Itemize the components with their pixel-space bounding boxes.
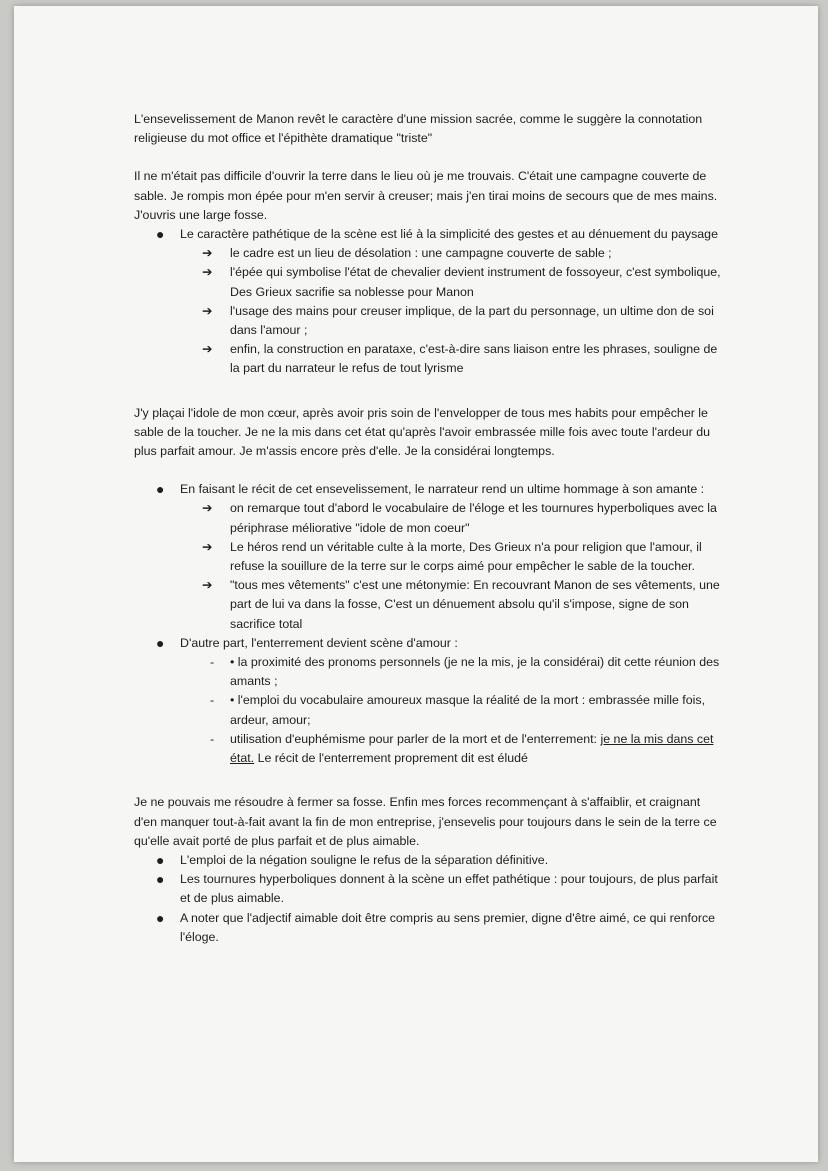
arrow-item xyxy=(134,499,724,537)
arrow-text: "tous mes vêtements" c'est une métonymie: En recouvrant Manon de ses vêtements, une part de lui va dans la fosse, C'est un dénuement absolu qu'il s'impose, signe de son sacrifice total xyxy=(230,578,720,631)
bullet-icon: ● xyxy=(156,634,165,651)
arrow-icon: ➔ xyxy=(202,342,213,357)
bullet-icon: ● xyxy=(156,871,165,888)
bullet-item xyxy=(134,480,724,499)
intro-paragraph: L'ensevelissement de Manon revêt le caractère d'une mission sacrée, comme le suggère la connotation religieuse du mot office et l'épithète dramatique "triste" xyxy=(134,112,703,146)
underlined-quote: je ne la mis dans cet état. xyxy=(230,731,714,766)
arrow-item xyxy=(134,576,724,634)
arrow-text: l'épée qui symbolise l'état de chevalier devient instrument de fossoyeur, c'est symbolique, Des Grieux sacrifie sa noblesse pour Manon xyxy=(230,265,721,299)
arrow-icon: ➔ xyxy=(202,246,213,261)
arrow-icon: ➔ xyxy=(202,578,213,593)
quote-paragraph-1: Il ne m'était pas difficile d'ouvrir la terre dans le lieu où je me trouvais. C'était une campagne couverte de sable. Je rompis mon épée pour m'en servir à creuser; mais j'en tirai moins de secours que de mes mains. J'ouvris une large fosse. xyxy=(134,169,718,222)
arrow-icon: ➔ xyxy=(202,303,213,318)
arrow-icon: ➔ xyxy=(202,265,213,280)
arrow-text: Le héros rend un véritable culte à la morte, Des Grieux n'a pour religion que l'amour, il refuse la souillure de la terre sur le corps aimé pour empêcher le sable de la toucher. xyxy=(230,539,702,574)
arrow-item xyxy=(134,263,724,301)
dash-item xyxy=(134,691,724,729)
dash-text-after: Le récit de l'enterrement proprement dit est éludé xyxy=(257,751,528,766)
bullet-item xyxy=(134,851,724,870)
quote-paragraph-2: J'y plaçai l'idole de mon cœur, après avoir pris soin de l'envelopper de tous mes habits pour empêcher le sable de la toucher. Je ne la mis dans cet état qu'après l'avoir embrassée mille fois avec toute l'ardeur du plus parfait amour. Je m'assis encore près d'elle. Je la considérai longtemps. xyxy=(134,405,711,459)
bullet-item xyxy=(134,225,724,244)
bullet-item xyxy=(134,909,724,947)
arrow-item xyxy=(134,244,724,263)
bullet-text: L'emploi de la négation souligne le refus de la séparation définitive. xyxy=(180,852,549,867)
document-page xyxy=(14,6,818,1162)
bullet-icon: ● xyxy=(156,909,165,926)
dash-icon: - xyxy=(210,693,215,708)
dash-item xyxy=(134,730,724,768)
arrow-text: enfin, la construction en parataxe, c'est-à-dire sans liaison entre les phrases, souligne de la part du narrateur le refus de tout lyrisme xyxy=(230,342,718,376)
bullet-text: A noter que l'adjectif aimable doit être compris au sens premier, digne d'être aimé, ce qui renforce l'éloge. xyxy=(180,910,716,944)
dash-item xyxy=(134,653,724,691)
dash-text: • la proximité des pronoms personnels (je ne la mis, je la considérai) dit cette réunion des amants ; xyxy=(230,655,720,689)
dash-icon: - xyxy=(210,655,215,670)
bullet-icon: ● xyxy=(156,851,165,868)
bullet-text: Le caractère pathétique de la scène est lié à la simplicité des gestes et au dénuement du paysage xyxy=(180,227,718,242)
arrow-text: on remarque tout d'abord le vocabulaire de l'éloge et les tournures hyperboliques avec la périphrase méliorative "idole de mon coeur" xyxy=(230,501,717,535)
bullet-icon: ● xyxy=(156,226,165,243)
arrow-icon: ➔ xyxy=(202,539,213,554)
arrow-item xyxy=(134,538,724,576)
arrow-item xyxy=(134,302,724,340)
arrow-item xyxy=(134,340,724,378)
bullet-item xyxy=(134,870,724,908)
quote-paragraph-3: Je ne pouvais me résoudre à fermer sa fosse. Enfin mes forces recommençant à s'affaiblir, et craignant d'en manquer tout-à-fait avant la fin de mon entreprise, j'ensevelis pour toujours dans le sein de la terre ce qu'elle avait porté de plus parfait et de plus aimable. xyxy=(134,795,717,848)
dash-text-before: utilisation d'euphémisme pour parler de la mort et de l'enterrement: xyxy=(230,731,598,746)
document-content xyxy=(134,110,724,947)
bullet-item xyxy=(134,634,724,653)
bullet-text: D'autre part, l'enterrement devient scène d'amour : xyxy=(180,635,458,650)
bullet-icon: ● xyxy=(156,481,165,498)
arrow-text: le cadre est un lieu de désolation : une campagne couverte de sable ; xyxy=(230,246,612,261)
bullet-text: En faisant le récit de cet ensevelissement, le narrateur rend un ultime hommage à son amante : xyxy=(180,482,705,497)
arrow-text: l'usage des mains pour creuser implique, de la part du personnage, un ultime don de soi dans l'amour ; xyxy=(230,303,714,338)
dash-icon: - xyxy=(210,731,215,746)
arrow-icon: ➔ xyxy=(202,501,213,516)
bullet-text: Les tournures hyperboliques donnent à la scène un effet pathétique : pour toujours, de plus parfait et de plus aimable. xyxy=(180,872,718,906)
dash-text: • l'emploi du vocabulaire amoureux masque la réalité de la mort : embrassée mille fois, ardeur, amour; xyxy=(230,693,706,727)
